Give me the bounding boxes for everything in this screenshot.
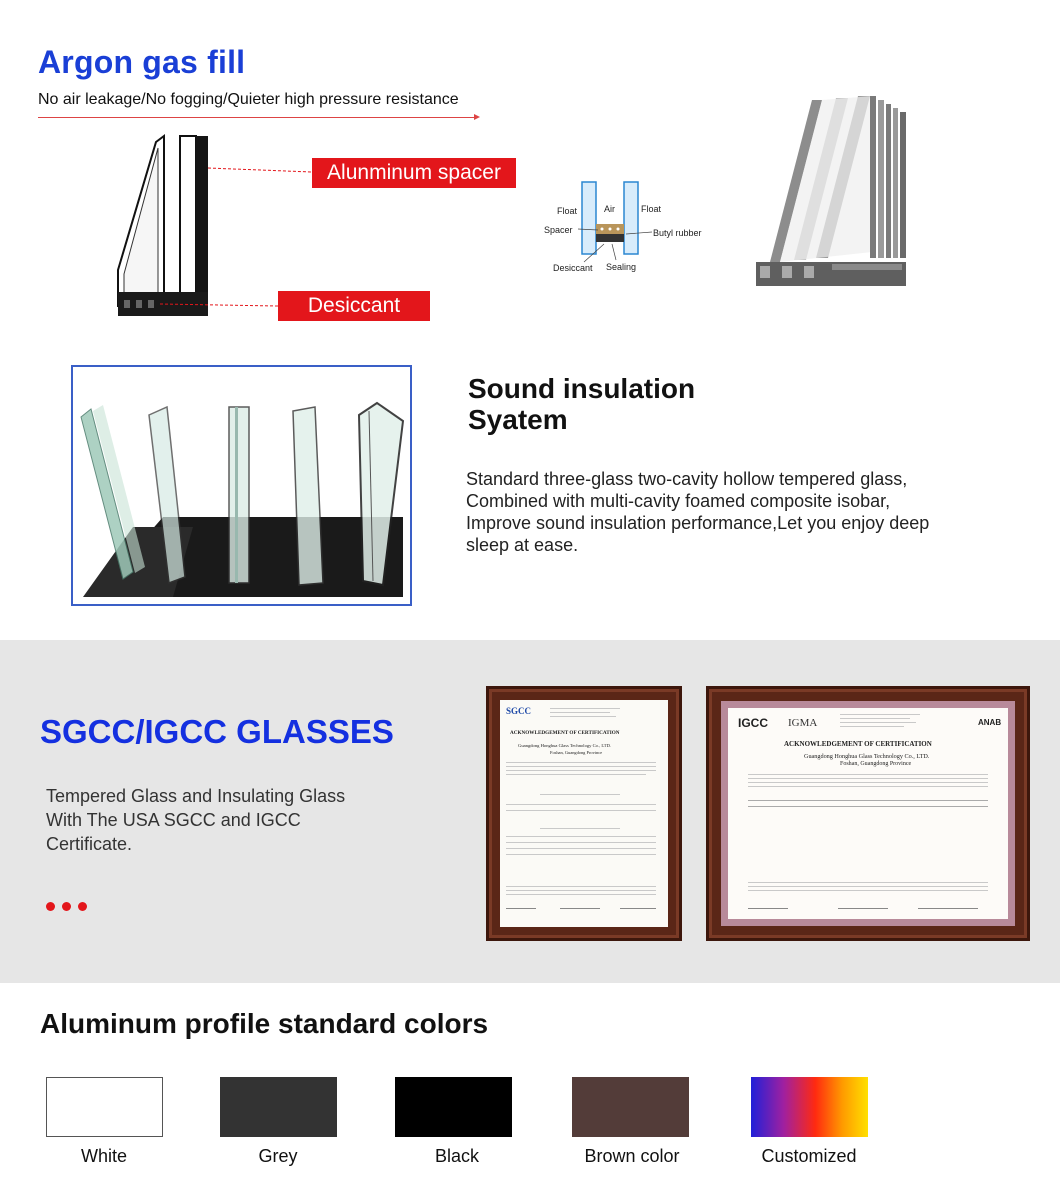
subtitle-arrow-line	[38, 117, 478, 118]
sgcc-certificate-paper	[500, 700, 668, 927]
swatch-label-grey: Grey	[258, 1146, 298, 1166]
sgcc-heading: ACKNOWLEDGEMENT OF CERTIFICATION	[510, 730, 620, 736]
decorative-dots	[46, 898, 94, 916]
label-desiccant: Desiccant	[553, 263, 593, 273]
label-air: Air	[604, 204, 615, 214]
sound-desc-line3: Improve sound insulation performance,Let you enjoy deep	[466, 513, 930, 533]
label-spacer: Spacer	[544, 225, 573, 235]
swatch-customized	[751, 1077, 868, 1137]
igcc-company: Guangdong Honghua Glass Technology Co., LTD.	[804, 753, 930, 760]
colors-title: Aluminum profile standard colors	[40, 1008, 489, 1039]
sgcc-certificate-frame	[486, 686, 682, 941]
igcc-certificate-paper	[721, 701, 1015, 926]
sound-insulation-title	[468, 373, 695, 435]
dot-icon	[78, 902, 87, 911]
igma-logo: IGMA	[788, 717, 818, 729]
swatch-black	[395, 1077, 512, 1137]
igcc-location: Foshan, Guangdong Province	[840, 761, 912, 767]
igcc-certificate-frame	[706, 686, 1030, 941]
sound-title-line1: Sound insulation	[468, 373, 696, 404]
sound-title-line2: Syatem	[468, 404, 568, 435]
swatch-label-brown: Brown color	[584, 1146, 680, 1166]
igcc-heading: ACKNOWLEDGEMENT OF CERTIFICATION	[784, 740, 932, 748]
cert-desc-line1: Tempered Glass and Insulating Glass	[46, 786, 346, 806]
swatch-brown	[572, 1077, 689, 1137]
anab-logo: ANAB	[978, 718, 1002, 727]
sound-desc-line1: Standard three-glass two-cavity hollow tempered glass,	[466, 469, 908, 489]
glass-samples-illustration	[73, 367, 410, 604]
sound-desc-line4: sleep at ease.	[466, 535, 579, 555]
desiccant-tag: Desiccant	[278, 291, 430, 321]
cert-title: SGCC/IGCC GLASSES	[40, 713, 394, 750]
dot-icon	[62, 902, 71, 911]
swatch-white	[46, 1077, 163, 1137]
triple-glazing-drawing	[752, 92, 917, 292]
cert-description	[46, 784, 406, 856]
swatch-label-customized: Customized	[761, 1146, 857, 1166]
cert-desc-line3: Certificate.	[46, 834, 133, 854]
swatch-label-black: Black	[434, 1146, 479, 1166]
argon-title: Argon gas fill	[38, 44, 246, 80]
dot-icon	[46, 902, 55, 911]
aluminum-spacer-tag: Alunminum spacer	[312, 158, 516, 188]
label-butyl-rubber: Butyl rubber	[653, 228, 702, 238]
label-sealing: Sealing	[606, 262, 637, 272]
label-float-right: Float	[641, 204, 662, 214]
label-float-left: Float	[557, 206, 578, 216]
argon-subtitle: No air leakage/No fogging/Quieter high pressure resistance	[38, 91, 459, 108]
sound-desc-line2: Combined with multi-cavity foamed composite isobar,	[466, 491, 891, 511]
sgcc-company: Guangdong Honghua Glass Technology Co., LTD.	[518, 743, 612, 748]
cert-desc-line2: With The USA SGCC and IGCC	[46, 810, 301, 830]
swatch-label-white: White	[80, 1146, 127, 1166]
swatch-grey	[220, 1077, 337, 1137]
sgcc-location: Foshan, Guangdong Province	[550, 750, 603, 755]
sgcc-logo: SGCC	[506, 706, 532, 716]
igu-diagram-leaders	[568, 222, 658, 266]
sound-description	[466, 468, 996, 556]
igcc-logo: IGCC	[738, 716, 768, 730]
glass-samples-photo	[71, 365, 412, 606]
